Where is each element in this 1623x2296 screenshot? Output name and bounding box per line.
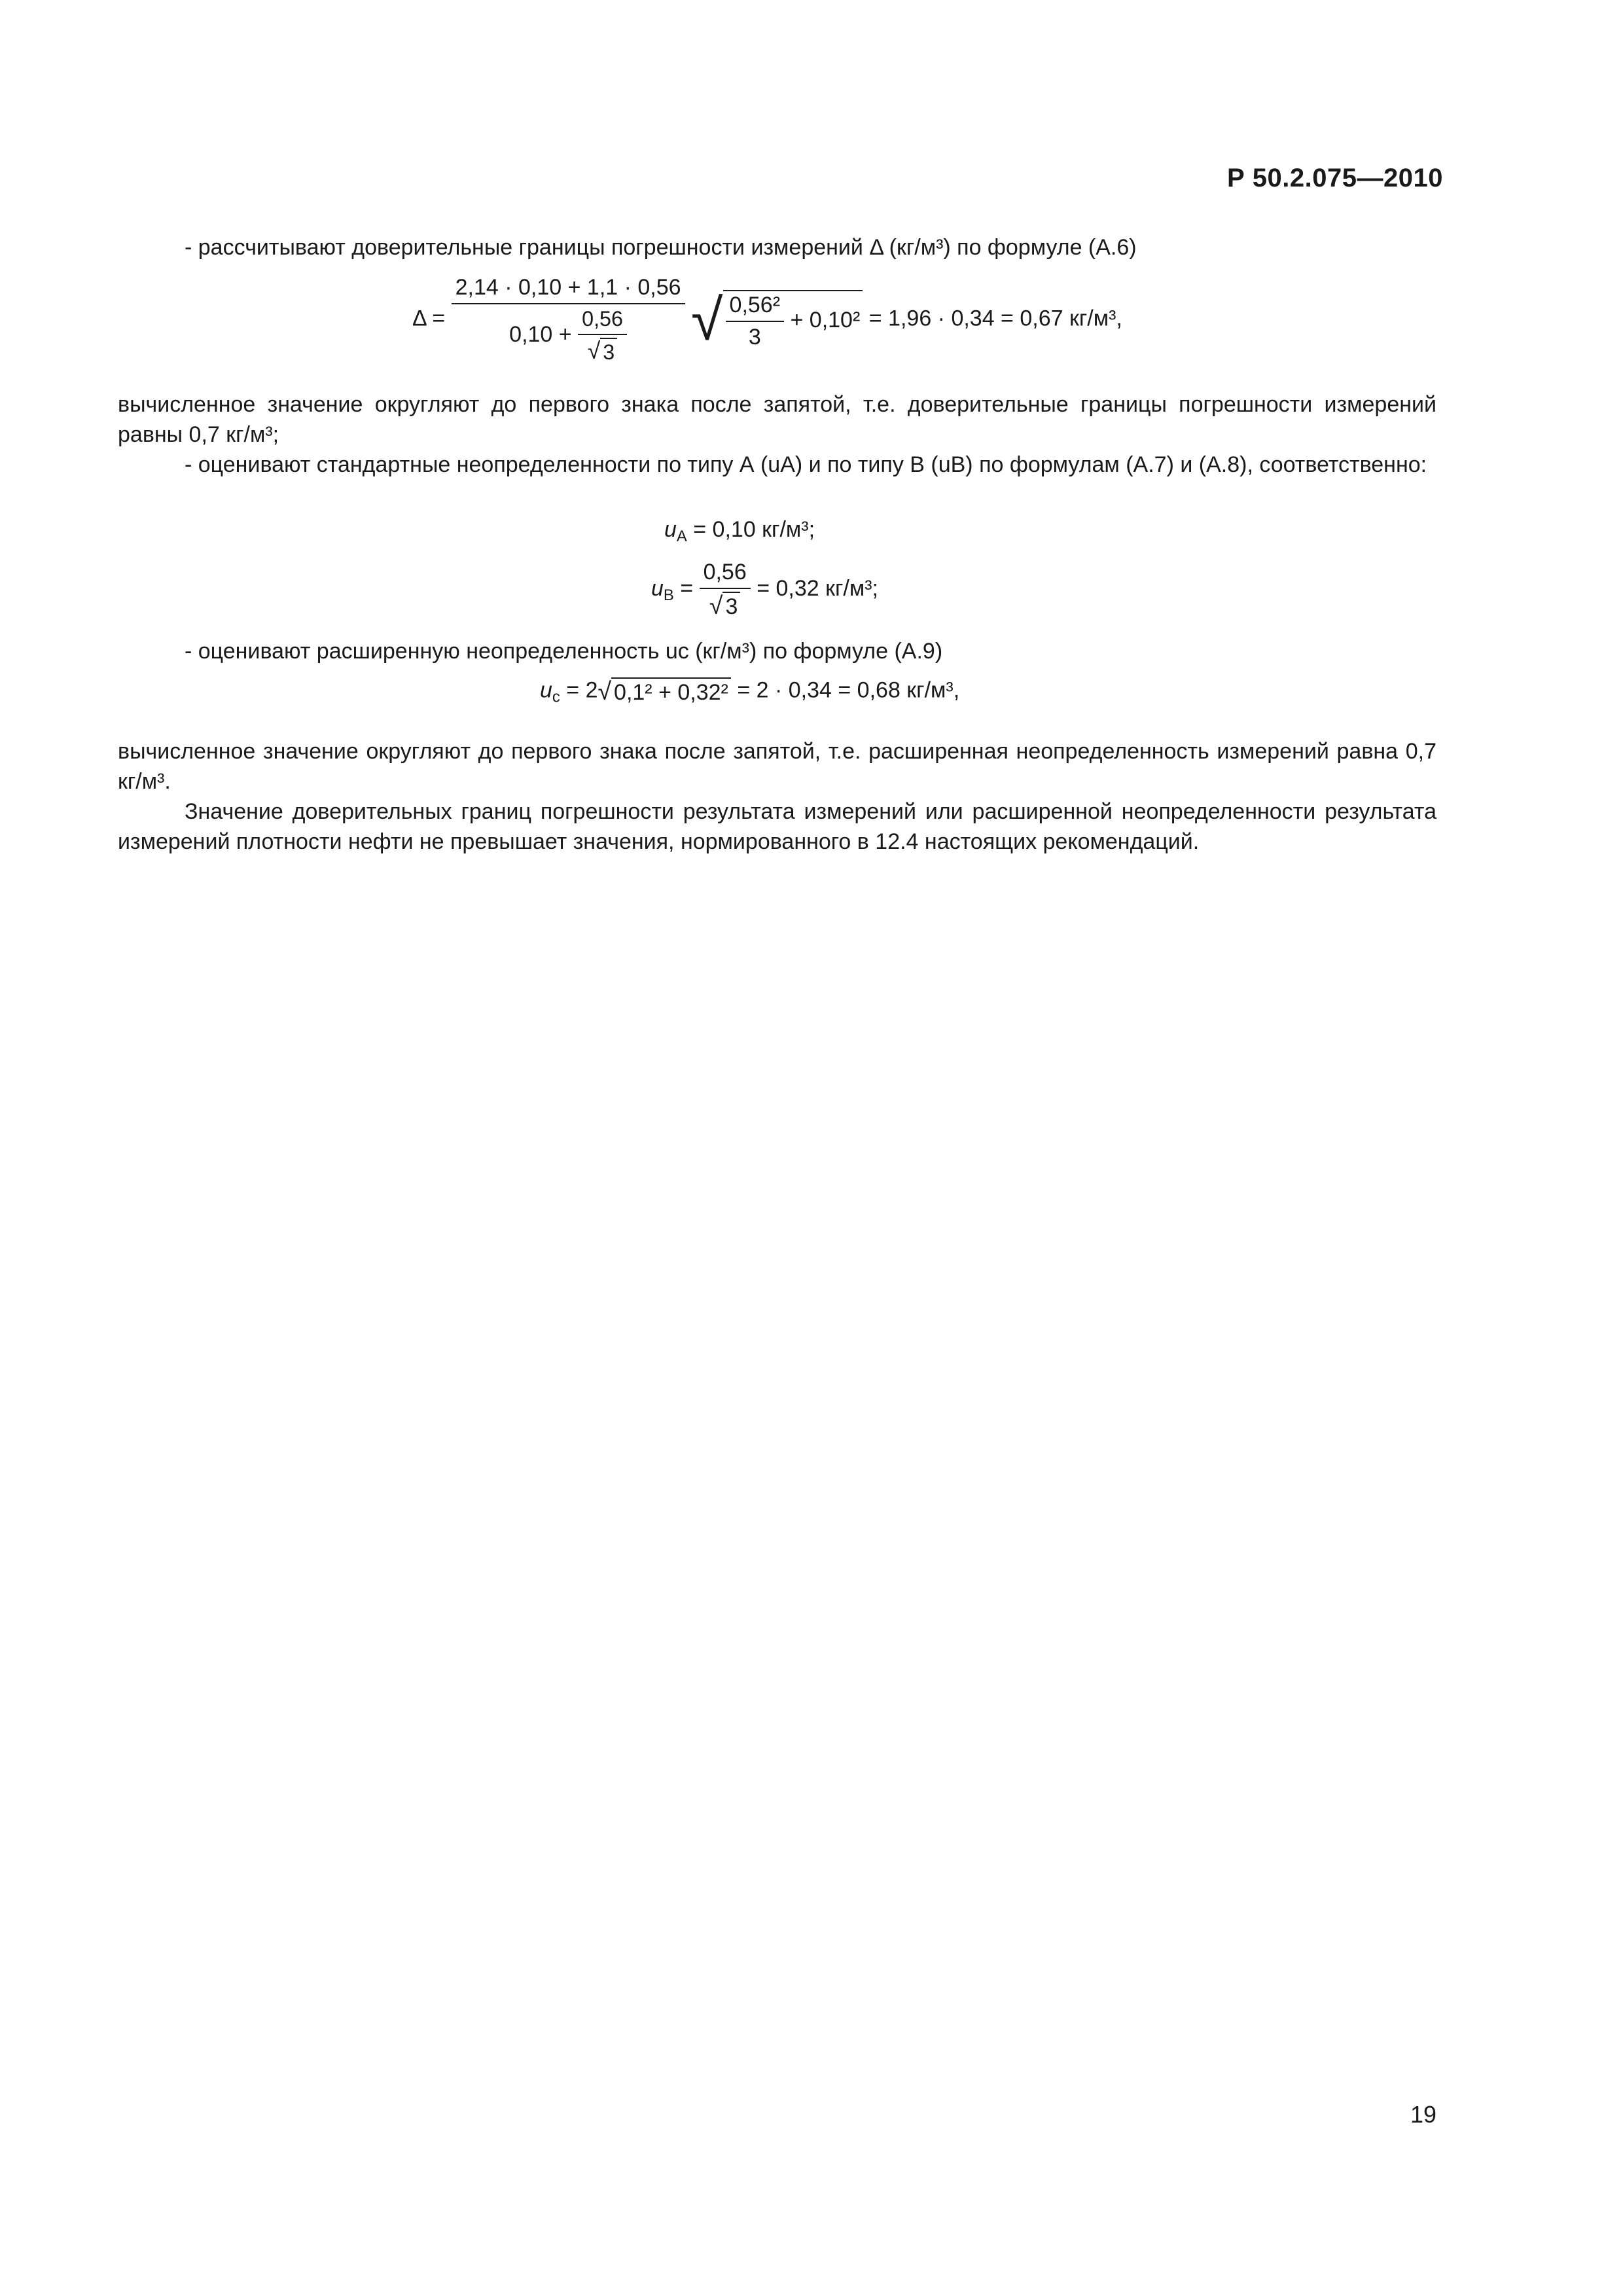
formula-a6 bbox=[412, 275, 1122, 365]
radical-expression bbox=[691, 287, 863, 353]
formula-rhs: = 0,10 кг/м³; bbox=[693, 517, 815, 542]
radicand-tail: + 0,10² bbox=[790, 307, 861, 332]
page-number: 19 bbox=[1410, 2101, 1436, 2128]
paragraph-conclusion: Значение доверительных границ погрешности результата измерений или расширенной неопределенности результата измерений плотности нефти не превышает значения, нормированного в 12.4 настоящих рекомендаций. bbox=[118, 799, 1436, 854]
paragraph-rounding-confidence: вычисленное значение округляют до первого знака после запятой, т.е. доверительные границы погрешности измерений равны 0,7 кг/м³; bbox=[118, 392, 1436, 447]
inner-sqrt bbox=[588, 338, 617, 365]
radicand-fraction bbox=[726, 293, 785, 350]
formula-lhs: Δ = bbox=[412, 306, 446, 331]
formula-rhs: = 1,96 · 0,34 = 0,67 кг/м³, bbox=[868, 306, 1122, 331]
radicand: 0,1² + 0,32² bbox=[611, 677, 731, 706]
main-numerator: 2,14 · 0,10 + 1,1 · 0,56 bbox=[452, 275, 685, 304]
equals-two: = 2 bbox=[566, 677, 598, 703]
denominator bbox=[700, 589, 751, 620]
symbol-u: u bbox=[540, 677, 552, 703]
sqrt bbox=[709, 592, 740, 620]
formula-rhs: = 2 · 0,34 = 0,68 кг/м³, bbox=[737, 677, 960, 703]
sqrt bbox=[598, 677, 731, 706]
numerator: 0,56 bbox=[700, 560, 751, 589]
sqrt-symbol: √ bbox=[691, 287, 723, 352]
fraction bbox=[700, 560, 751, 620]
paragraph-rounding-expanded: вычисленное значение округляют до первого знака после запятой, т.е. расширенная неопределенность измерений равна 0,7 кг/м³. bbox=[118, 739, 1436, 794]
paragraph-expanded-uncertainty: - оценивают расширенную неопределенность uc (кг/м³) по формуле (А.9) bbox=[185, 639, 943, 664]
paragraph-calc-confidence: - рассчитывают доверительные границы погрешности измерений Δ (кг/м³) по формуле (А.6) bbox=[185, 235, 1137, 260]
inner-fraction bbox=[578, 307, 627, 365]
subscript-c: c bbox=[552, 688, 560, 706]
main-denominator bbox=[452, 304, 685, 365]
symbol-u: u bbox=[664, 517, 677, 542]
sqrt-symbol: √ bbox=[709, 592, 723, 619]
sqrt-symbol: √ bbox=[587, 338, 601, 364]
formula-a7 bbox=[664, 517, 815, 546]
inner-numerator: 0,56 bbox=[578, 307, 627, 335]
formula-rhs: = 0,32 кг/м³; bbox=[757, 575, 878, 601]
symbol-u: u bbox=[651, 575, 664, 601]
paragraph-standard-uncertainty: - оценивают стандартные неопределенности по типу А (uA) и по типу В (uB) по формулам (А.7) и (А.8), соответственно: bbox=[185, 452, 1427, 477]
inner-denominator bbox=[578, 335, 627, 365]
formula-a8 bbox=[651, 560, 878, 620]
radicand-denominator: 3 bbox=[748, 324, 761, 350]
radicand bbox=[723, 290, 863, 350]
document-number: Р 50.2.075—2010 bbox=[1227, 164, 1443, 192]
main-fraction bbox=[452, 275, 685, 365]
formula-a9 bbox=[540, 677, 959, 706]
sqrt-symbol: √ bbox=[597, 677, 612, 705]
denominator-term: 0,10 + bbox=[509, 321, 572, 347]
equals-sign: = bbox=[680, 575, 694, 601]
radicand-numerator: 0,56² bbox=[726, 293, 785, 322]
subscript-b: В bbox=[663, 586, 674, 605]
radicand: 3 bbox=[722, 592, 740, 620]
subscript-a: А bbox=[676, 528, 687, 546]
inner-radicand: 3 bbox=[600, 338, 617, 365]
